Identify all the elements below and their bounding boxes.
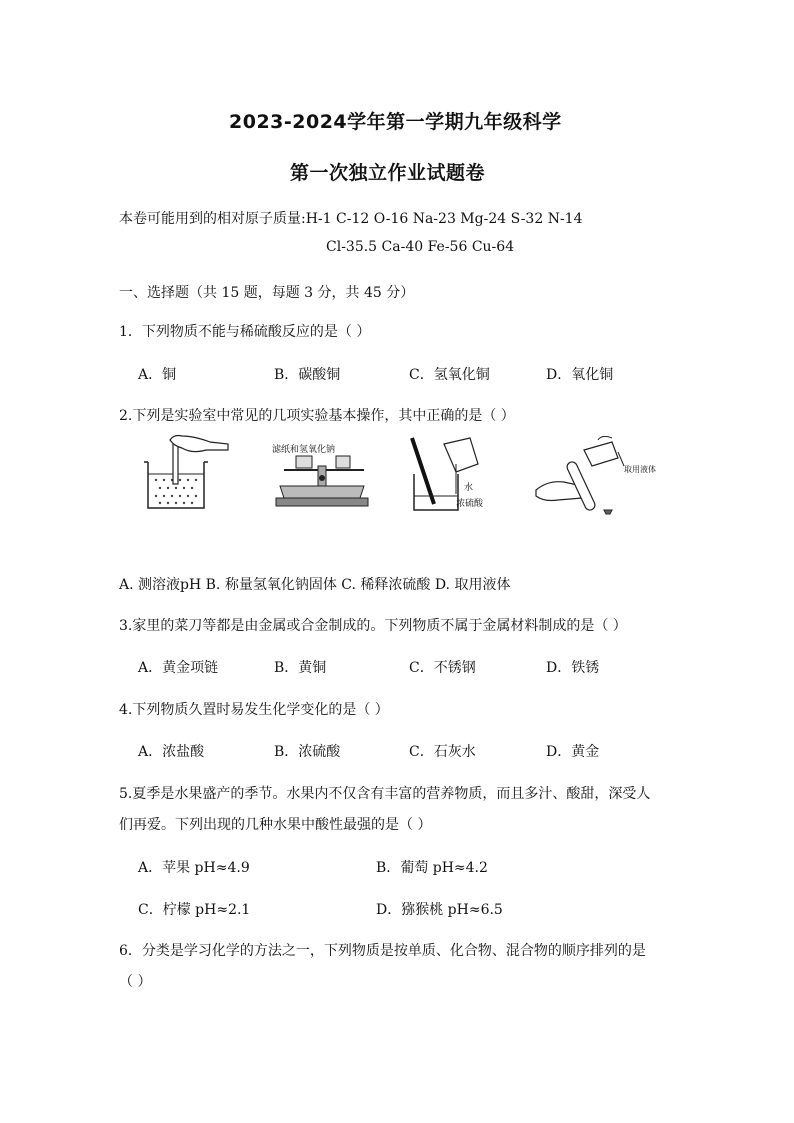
question-3-option-d: D．铁锈 (546, 660, 600, 676)
question-5-option-c: C．柠檬 pH≈2.1 (138, 902, 251, 918)
section-heading: 一、选择题（共 15 题，每题 3 分，共 45 分） (119, 285, 415, 301)
question-3-option-b: B．黄铜 (274, 660, 327, 676)
question-3-option-c: C．不锈钢 (409, 660, 476, 676)
question-5-stem-line-2: 们再爱。下列出现的几种水果中酸性最强的是（ ） (119, 817, 432, 833)
question-5-stem-line-1: 5.夏季是水果盛产的季节。水果内不仅含有丰富的营养物质，而且多汁、酸甜，深受人 (119, 786, 651, 802)
question-2-options: A. 测溶液pH B. 称量氢氧化钠固体 C. 稀释浓硫酸 D. 取用液体 (119, 577, 511, 593)
question-6-stem-line-2: （ ） (119, 974, 152, 990)
question-1-stem: 1．下列物质不能与稀硫酸反应的是（ ） (119, 324, 371, 340)
question-5-option-b: B．葡萄 pH≈4.2 (376, 860, 488, 876)
question-1-option-a: A．铜 (138, 367, 177, 383)
exam-subtitle: 第一次独立作业试题卷 (290, 162, 486, 184)
question-2-stem: 2.下列是实验室中常见的几项实验基本操作，其中正确的是（ ） (119, 408, 515, 424)
question-4-option-a: A．浓盐酸 (138, 744, 205, 760)
question-3-option-a: A．黄金项链 (138, 660, 219, 676)
question-5-option-a: A．苹果 pH≈4.9 (138, 860, 250, 876)
figure-acid-label: 浓硫酸 (456, 499, 484, 509)
question-4-option-d: D．黄金 (546, 744, 600, 760)
exam-title: 2023-2024学年第一学期九年级科学 (229, 111, 562, 133)
question-5-option-d: D．猕猴桃 pH≈6.5 (376, 902, 503, 918)
question-1-option-d: D．氧化铜 (546, 367, 614, 383)
question-4-option-c: C．石灰水 (409, 744, 476, 760)
question-1-option-c: C．氢氧化铜 (409, 367, 490, 383)
question-4-option-b: B．浓硫酸 (274, 744, 341, 760)
question-6-stem-line-1: 6．分类是学习化学的方法之一，下列物质是按单质、化合物、混合物的顺序排列的是 (119, 943, 646, 959)
question-4-stem: 4.下列物质久置时易发生化学变化的是（ ） (119, 702, 389, 718)
figure-water-label: 水 (464, 483, 474, 493)
figure-balance-label: 滤纸和氢氧化钠 (272, 445, 336, 455)
figure-liquid-label: 取用液体 (624, 465, 656, 474)
figure-ph-test (140, 432, 232, 512)
question-3-stem: 3.家里的菜刀等都是由金属或合金制成的。下列物质不属于金属材料制成的是（ ） (119, 618, 627, 634)
atomic-mass-line-1: 本卷可能用到的相对原子质量:H-1 C-12 O-16 Na-23 Mg-24 S-32 N-14 (119, 211, 583, 227)
question-1-option-b: B．碳酸铜 (274, 367, 341, 383)
atomic-mass-line-2: Cl-35.5 Ca-40 Fe-56 Cu-64 (326, 239, 515, 255)
figure-take-liquid (532, 436, 682, 518)
figure-balance (266, 442, 376, 510)
figure-dilute-acid (404, 434, 494, 512)
